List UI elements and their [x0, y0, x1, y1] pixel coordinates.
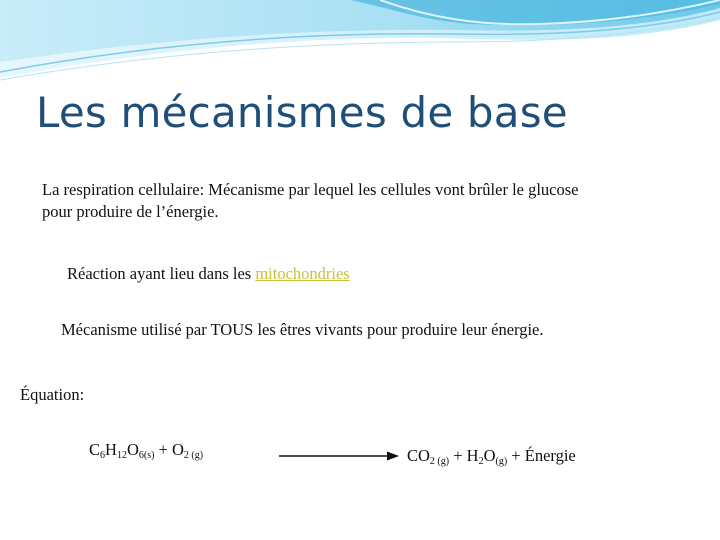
- reaction-location-text: [67, 263, 350, 285]
- plus-sign: +: [154, 440, 172, 459]
- dioxygen-symbol: O: [171, 440, 184, 459]
- carbon-subscript: 6: [100, 450, 106, 461]
- hydrogen-symbol: H: [105, 440, 117, 459]
- equation-reactants: [89, 440, 203, 461]
- co2-symbol: CO: [407, 446, 430, 465]
- equation-products: [407, 446, 576, 467]
- oxygen-symbol: O: [126, 440, 139, 459]
- mitochondries-link[interactable]: mitochondries: [255, 264, 350, 283]
- reaction-prefix: Réaction ayant lieu dans les: [67, 264, 256, 283]
- oxygen-subscript: 6(s): [138, 450, 155, 461]
- definition-line-1: La respiration cellulaire: Mécanisme par lequel les cellules vont brûler le glucose: [42, 180, 579, 199]
- carbon-symbol: C: [89, 440, 101, 459]
- header-wave-banner: [0, 0, 720, 90]
- dioxygen-subscript: 2 (g): [183, 450, 204, 461]
- water-hydrogen-symbol: H: [466, 446, 479, 465]
- water-state-subscript: (g): [495, 456, 508, 467]
- definition-paragraph: [42, 179, 579, 223]
- reaction-arrow-icon: [279, 448, 399, 464]
- water-oxygen-symbol: O: [483, 446, 496, 465]
- co2-subscript: 2 (g): [429, 456, 450, 467]
- plus-sign: +: [449, 446, 467, 465]
- plus-sign: +: [507, 446, 525, 465]
- mechanism-text: Mécanisme utilisé par TOUS les êtres vivants pour produire leur énergie.: [61, 320, 544, 339]
- definition-line-2: pour produire de l’énergie.: [42, 202, 219, 221]
- slide-title: Les mécanismes de base: [36, 88, 568, 137]
- energy-term: Énergie: [524, 446, 576, 465]
- hydrogen-subscript: 12: [116, 450, 127, 461]
- equation-label: Équation:: [20, 385, 85, 404]
- water-hydrogen-subscript: 2: [478, 456, 484, 467]
